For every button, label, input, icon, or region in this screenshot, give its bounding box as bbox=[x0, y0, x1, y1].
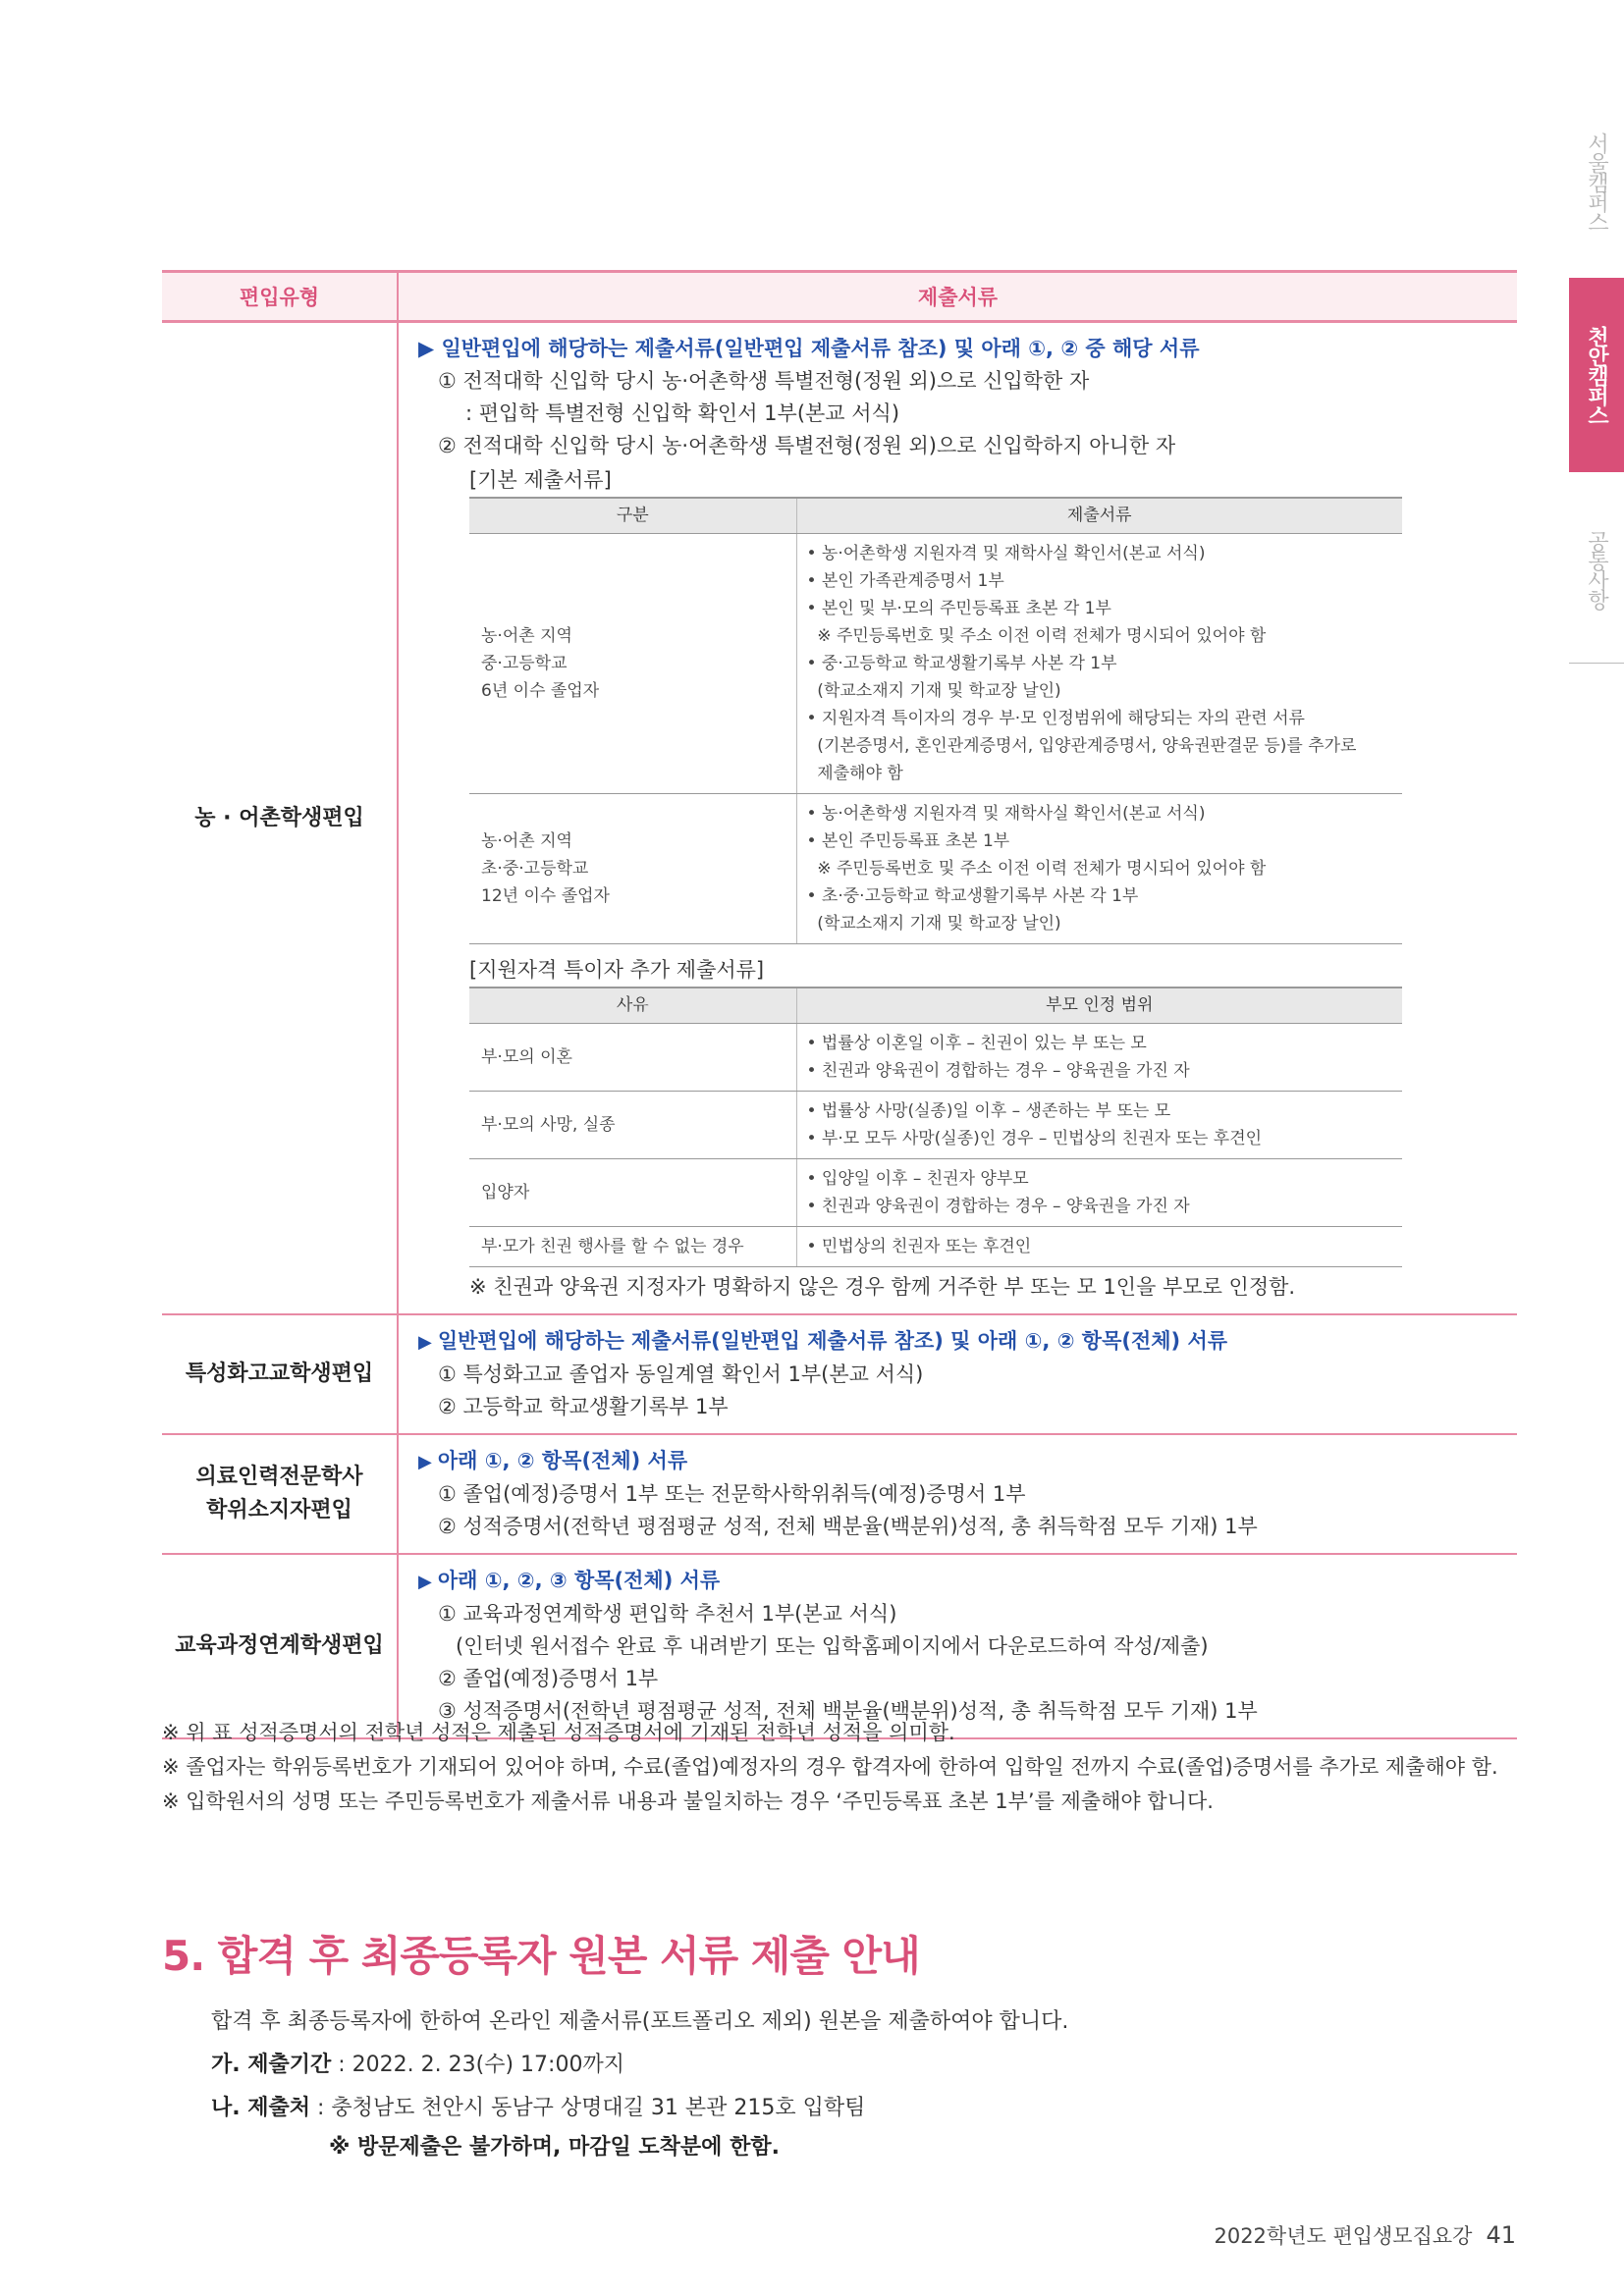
basic-items-1 bbox=[796, 534, 1402, 794]
scope-item: • 법률상 사망(실종)일 이후 – 생존하는 부 또는 모 bbox=[806, 1101, 1171, 1121]
reason-cell: 입양자 bbox=[469, 1159, 796, 1227]
curriculum-line-2: (인터넷 원서접수 완료 후 내려받기 또는 입학홈페이지에서 다운로드하여 작성/제출) bbox=[456, 1634, 1209, 1658]
basic-items-2 bbox=[796, 794, 1402, 944]
scope-item: • 부·모 모두 사망(실종)인 경우 – 민법상의 친권자 또는 후견인 bbox=[806, 1129, 1263, 1148]
type-vocational: 특성화고교학생편입 bbox=[162, 1314, 398, 1434]
doc-item: ※ 주민등록번호 및 주소 이전 이력 전체가 명시되어 있어야 함 bbox=[806, 626, 1267, 646]
type-medical bbox=[162, 1434, 398, 1554]
rural-line-2: : 편입학 특별전형 신입학 확인서 1부(본교 서식) bbox=[465, 401, 900, 425]
rural-heading: ▶ 일반편입에 해당하는 제출서류(일반편입 제출서류 참조) 및 아래 ①, ② 중 해당 서류 bbox=[418, 337, 1200, 360]
doc-item: • 지원자격 특이자의 경우 부·모 인정범위에 해당되는 자의 관련 서류 bbox=[806, 709, 1305, 728]
category-line: 초·중·고등학교 bbox=[481, 859, 589, 879]
side-tab-seoul[interactable]: 서울캠퍼스 bbox=[1569, 108, 1624, 255]
table-row bbox=[469, 1092, 1402, 1159]
medical-heading bbox=[418, 1445, 1517, 1478]
section-intro: 합격 후 최종등록자에 한하여 온라인 제출서류(포트폴리오 제외) 원본을 제출하여야 합니다. bbox=[211, 2009, 1069, 2034]
reason-cell: 부·모의 이혼 bbox=[469, 1024, 796, 1092]
docs-rural bbox=[398, 322, 1517, 1315]
basic-col-docs: 제출서류 bbox=[796, 498, 1402, 534]
scope-item: • 민법상의 친권자 또는 후견인 bbox=[806, 1237, 1032, 1256]
curriculum-heading bbox=[418, 1565, 1517, 1598]
scope-item: • 친권과 양육권이 경합하는 경우 – 양육권을 가진 자 bbox=[806, 1197, 1190, 1216]
scope-item: • 친권과 양육권이 경합하는 경우 – 양육권을 가진 자 bbox=[806, 1061, 1190, 1081]
table-row bbox=[469, 1159, 1402, 1227]
category-line: 12년 이수 졸업자 bbox=[481, 886, 610, 906]
vocational-line-2: ② 고등학교 학교생활기록부 1부 bbox=[438, 1395, 729, 1418]
heading-text: 아래 ①, ② 항목(전체) 서류 bbox=[437, 1449, 688, 1472]
table-row-medical bbox=[162, 1434, 1517, 1554]
vocational-line-1: ① 특성화고교 졸업자 동일계열 확인서 1부(본교 서식) bbox=[438, 1362, 924, 1386]
section-body bbox=[211, 2001, 1068, 2165]
type-line: 의료인력전문학사 bbox=[195, 1465, 363, 1489]
type-line: 학위소지자편입 bbox=[206, 1498, 352, 1522]
reason-cell: 부·모가 친권 행사를 할 수 없는 경우 bbox=[469, 1227, 796, 1267]
doc-item: (학교소재지 기재 및 학교장 날인) bbox=[806, 914, 1061, 934]
doc-item: • 농·어촌학생 지원자격 및 재학사실 확인서(본교 서식) bbox=[806, 804, 1206, 824]
table-row-vocational bbox=[162, 1314, 1517, 1434]
scope-cell bbox=[796, 1159, 1402, 1227]
side-divider bbox=[1569, 663, 1624, 664]
docs-medical bbox=[398, 1434, 1517, 1554]
submission-period bbox=[211, 2044, 1068, 2087]
doc-item: (학교소재지 기재 및 학교장 날인) bbox=[806, 681, 1061, 701]
basic-docs-table bbox=[469, 497, 1402, 944]
category-line: 농·어촌 지역 bbox=[481, 626, 572, 646]
curriculum-line-3: ② 졸업(예정)증명서 1부 bbox=[438, 1667, 659, 1690]
table-row bbox=[469, 1024, 1402, 1092]
documents-table bbox=[162, 270, 1517, 1739]
special-docs-table bbox=[469, 987, 1402, 1267]
heading-text: 아래 ①, ②, ③ 항목(전체) 서류 bbox=[437, 1569, 721, 1592]
table-row bbox=[469, 794, 1402, 944]
category-line: 6년 이수 졸업자 bbox=[481, 681, 600, 701]
reason-cell: 부·모의 사망, 실종 bbox=[469, 1092, 796, 1159]
place-value: : 충청남도 천안시 동남구 상명대길 31 본관 215호 입학팀 bbox=[310, 2096, 866, 2120]
arrow-icon: ▶ bbox=[418, 1332, 432, 1353]
arrow-icon: ▶ bbox=[418, 1452, 432, 1472]
header-docs: 제출서류 bbox=[398, 272, 1517, 322]
table-row-rural bbox=[162, 322, 1517, 1315]
doc-item: (기본증명서, 혼인관계증명서, 입양관계증명서, 양육권판결문 등)를 추가로 bbox=[806, 736, 1357, 756]
special-docs-title: [지원자격 특이자 추가 제출서류] bbox=[469, 958, 765, 982]
period-value: : 2022. 2. 23(수) 17:00까지 bbox=[331, 2053, 624, 2077]
period-label: 가. 제출기간 bbox=[211, 2053, 332, 2077]
doc-item: • 본인 주민등록표 초본 1부 bbox=[806, 831, 1010, 851]
rural-line-1: ① 전적대학 신입학 당시 농·어촌학생 특별전형(정원 외)으로 신입학한 자 bbox=[438, 369, 1090, 393]
curriculum-line-1: ① 교육과정연계학생 편입학 추천서 1부(본교 서식) bbox=[438, 1602, 897, 1626]
section-title: 5. 합격 후 최종등록자 원본 서류 제출 안내 bbox=[162, 1932, 920, 1980]
basic-category-2 bbox=[469, 794, 796, 944]
scope-cell bbox=[796, 1024, 1402, 1092]
doc-item: • 농·어촌학생 지원자격 및 재학사실 확인서(본교 서식) bbox=[806, 544, 1206, 563]
table-row bbox=[469, 1227, 1402, 1267]
side-tab-common[interactable]: 공통사항 bbox=[1569, 510, 1624, 628]
curriculum-line-4: ③ 성적증명서(전학년 평점평균 성적, 전체 백분율(백분위)성적, 총 취득학점 모두 기재) 1부 bbox=[438, 1699, 1258, 1723]
scope-cell bbox=[796, 1092, 1402, 1159]
footnote: ※ 졸업자는 학위등록번호가 기재되어 있어야 하며, 수료(졸업)예정자의 경우 합격자에 한하여 입학일 전까지 수료(졸업)증명서를 추가로 제출해야 함. bbox=[162, 1755, 1498, 1779]
medical-line-2: ② 성적증명서(전학년 평점평균 성적, 전체 백분율(백분위)성적, 총 취득학점 모두 기재) 1부 bbox=[438, 1515, 1258, 1538]
category-line: 중·고등학교 bbox=[481, 654, 568, 673]
footer-title: 2022학년도 편입생모집요강 bbox=[1214, 2224, 1473, 2248]
page-footer bbox=[1214, 2220, 1516, 2250]
basic-docs-title: [기본 제출서류] bbox=[469, 468, 612, 492]
page-number: 41 bbox=[1486, 2221, 1516, 2249]
doc-item: 제출해야 함 bbox=[806, 764, 903, 783]
special-col-scope: 부모 인정 범위 bbox=[796, 988, 1402, 1024]
visit-note: ※ 방문제출은 불가하며, 마감일 도착분에 한함. bbox=[329, 2135, 780, 2160]
arrow-icon: ▶ bbox=[418, 1572, 432, 1592]
doc-item: • 중·고등학교 학교생활기록부 사본 각 1부 bbox=[806, 654, 1117, 673]
basic-col-category: 구분 bbox=[469, 498, 796, 534]
scope-item: • 법률상 이혼일 이후 – 친권이 있는 부 또는 모 bbox=[806, 1034, 1147, 1053]
table-row-curriculum bbox=[162, 1554, 1517, 1738]
docs-curriculum bbox=[398, 1554, 1517, 1738]
doc-item: ※ 주민등록번호 및 주소 이전 이력 전체가 명시되어 있어야 함 bbox=[806, 859, 1267, 879]
special-col-reason: 사유 bbox=[469, 988, 796, 1024]
header-type: 편입유형 bbox=[162, 272, 398, 322]
rural-line-3: ② 전적대학 신입학 당시 농·어촌학생 특별전형(정원 외)으로 신입학하지 아니한 자 bbox=[438, 434, 1176, 457]
basic-category-1 bbox=[469, 534, 796, 794]
doc-item: • 본인 및 부·모의 주민등록표 초본 각 1부 bbox=[806, 599, 1111, 618]
submission-place bbox=[211, 2087, 1068, 2130]
table-row bbox=[469, 534, 1402, 794]
footnotes bbox=[162, 1716, 1517, 1819]
vocational-heading bbox=[418, 1325, 1517, 1359]
place-label: 나. 제출처 bbox=[211, 2096, 311, 2120]
medical-line-1: ① 졸업(예정)증명서 1부 또는 전문학사학위취득(예정)증명서 1부 bbox=[438, 1482, 1026, 1506]
type-rural: 농 · 어촌학생편입 bbox=[162, 322, 398, 1315]
heading-text: 일반편입에 해당하는 제출서류(일반편입 제출서류 참조) 및 아래 ①, ② 항목(전체) 서류 bbox=[437, 1329, 1228, 1353]
scope-cell bbox=[796, 1227, 1402, 1267]
docs-vocational bbox=[398, 1314, 1517, 1434]
scope-item: • 입양일 이후 – 친권자 양부모 bbox=[806, 1169, 1029, 1189]
footnote: ※ 위 표 성적증명서의 전학년 성적은 제출된 성적증명서에 기재된 전학년 성적을 의미함. bbox=[162, 1721, 955, 1744]
special-note: ※ 친권과 양육권 지정자가 명확하지 않은 경우 함께 거주한 부 또는 모 1인을 부모로 인정함. bbox=[469, 1275, 1296, 1299]
type-curriculum: 교육과정연계학생편입 bbox=[162, 1554, 398, 1738]
doc-item: • 본인 가족관계증명서 1부 bbox=[806, 571, 1004, 591]
footnote: ※ 입학원서의 성명 또는 주민등록번호가 제출서류 내용과 불일치하는 경우 ‘주민등록표 초본 1부’를 제출해야 합니다. bbox=[162, 1789, 1214, 1813]
category-line: 농·어촌 지역 bbox=[481, 831, 572, 851]
side-tab-cheonan[interactable]: 천안캠퍼스 bbox=[1569, 278, 1624, 472]
doc-item: • 초·중·고등학교 학교생활기록부 사본 각 1부 bbox=[806, 886, 1139, 906]
